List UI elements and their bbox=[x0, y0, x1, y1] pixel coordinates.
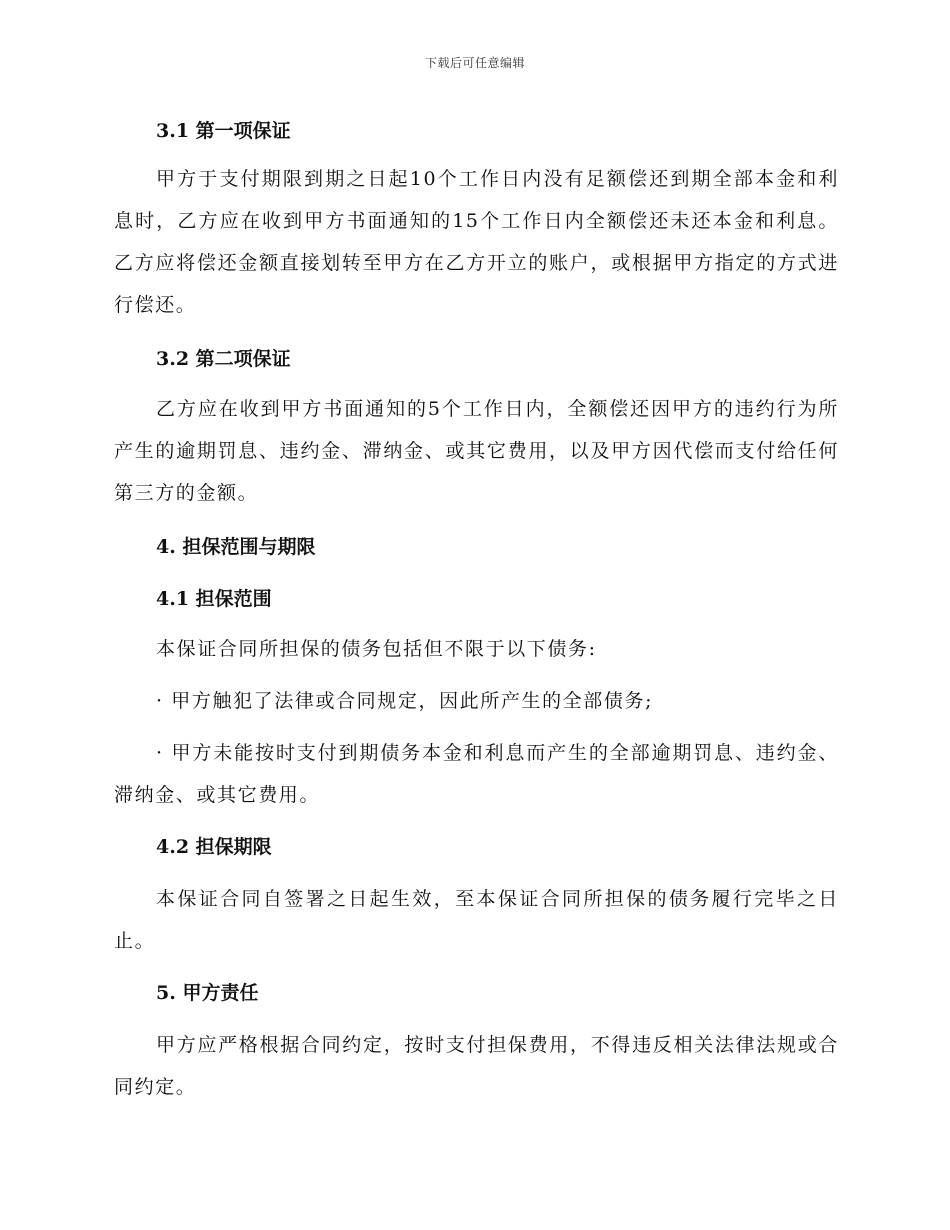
section-4-2-heading: 4.2 担保期限 bbox=[156, 836, 272, 858]
section-4-1-heading: 4.1 担保范围 bbox=[156, 588, 272, 610]
section-4-1-bullet-item: · 甲方触犯了法律或合同规定，因此所产生的全部债务; bbox=[156, 690, 654, 712]
section-5-heading: 5. 甲方责任 bbox=[156, 982, 259, 1004]
section-3-2-heading: 3.2 第二项保证 bbox=[156, 348, 291, 370]
page-header: 下载后可任意编辑 bbox=[424, 56, 525, 70]
section-3-2-paragraph: 乙方应在收到甲方书面通知的5个工作日内，全额偿还因甲方的违约行为所产生的逾期罚息、违约金、滞纳金、或其它费用，以及甲方因代偿而支付给任何第三方的金额。 bbox=[114, 398, 839, 504]
section-3-1-paragraph: 甲方于支付期限到期之日起10个工作日内没有足额偿还到期全部本金和利息时，乙方应在收到甲方书面通知的15个工作日内全额偿还未还本金和利息。乙方应将偿还金额直接划转至甲方在乙方开立的账户，或根据甲方指定的方式进行偿还。 bbox=[114, 168, 839, 316]
section-4-2-paragraph: 本保证合同自签署之日起生效，至本保证合同所担保的债务履行完毕之日止。 bbox=[114, 888, 839, 952]
section-4-1-bullet-item: · 甲方未能按时支付到期债务本金和利息而产生的全部逾期罚息、违约金、滞纳金、或其它费用。 bbox=[114, 742, 839, 806]
section-3-1-heading: 3.1 第一项保证 bbox=[156, 120, 291, 142]
section-5-paragraph: 甲方应严格根据合同约定，按时支付担保费用，不得违反相关法律法规或合同约定。 bbox=[114, 1034, 839, 1098]
section-4-heading: 4. 担保范围与期限 bbox=[156, 536, 316, 558]
section-4-1-paragraph: 本保证合同所担保的债务包括但不限于以下债务: bbox=[156, 638, 597, 660]
